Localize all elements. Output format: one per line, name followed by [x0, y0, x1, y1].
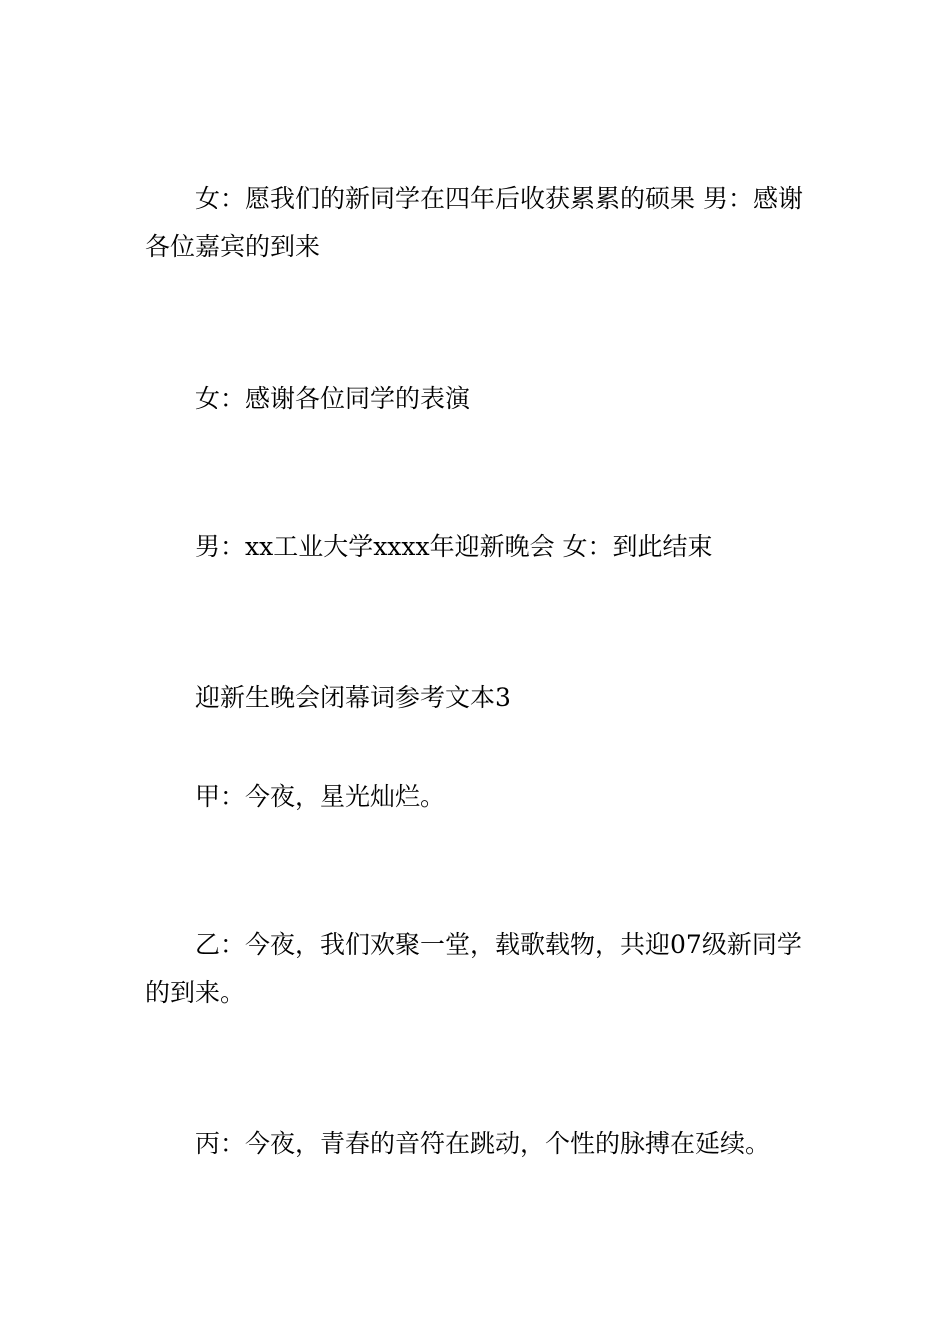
paragraph: 乙：今夜，我们欢聚一堂，载歌载物，共迎07级新同学的到来。	[145, 930, 802, 1007]
paragraph: 男：xx工业大学xxxx年迎新晚会 女：到此结束	[195, 532, 713, 561]
section-heading: 迎新生晚会闭幕词参考文本3	[195, 683, 511, 712]
paragraph: 丙：今夜，青春的音符在跳动，个性的脉搏在延续。	[195, 1129, 771, 1158]
paragraph: 女：愿我们的新同学在四年后收获累累的硕果 男：感谢各位嘉宾的到来	[145, 184, 803, 261]
paragraph: 甲：今夜，星光灿烂。	[195, 782, 446, 811]
paragraph: 女：感谢各位同学的表演	[195, 384, 471, 413]
